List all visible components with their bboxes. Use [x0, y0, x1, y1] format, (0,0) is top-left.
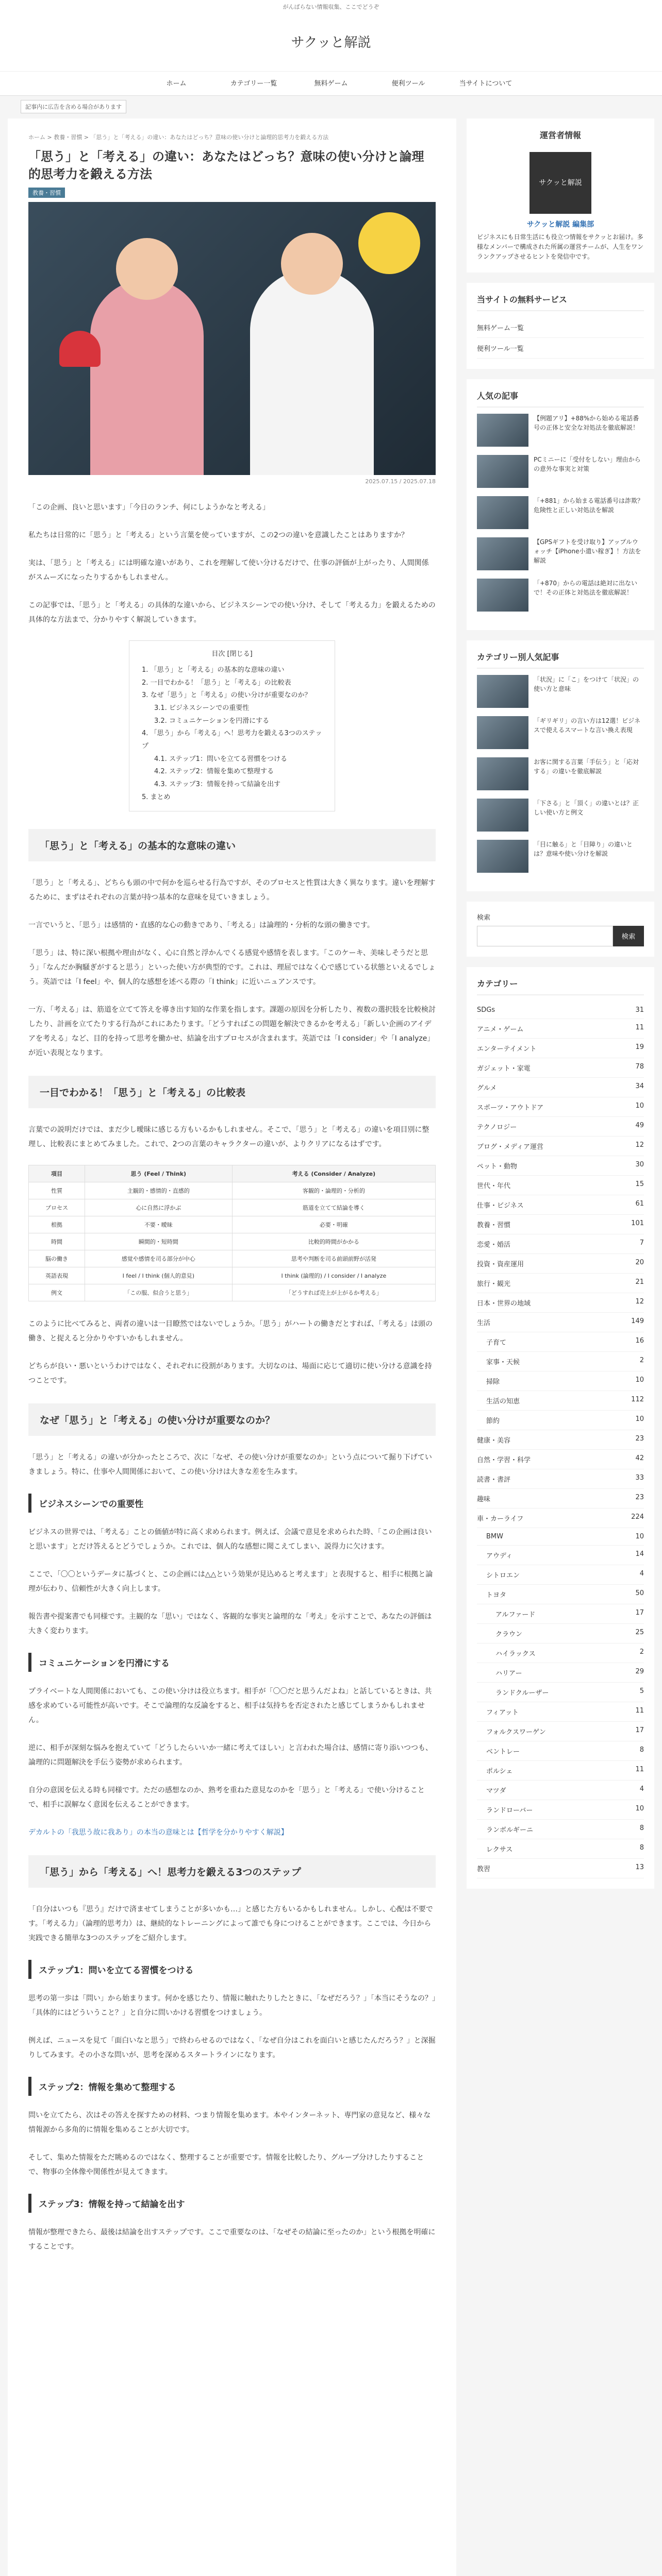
- paragraph: 「この企画、良いと思います」「今日のランチ、何にしようかなと考える」: [28, 503, 270, 512]
- comparison-table: [28, 1165, 436, 1301]
- profile-desc: ビジネスにも日常生活にも役立つ情報をサクッとお届け。多様なメンバーで構成された所属の運営チームが、人生をワンランクアップさせるヒントを発信中です。: [477, 233, 644, 261]
- paragraph: ここで、「〇〇というデータに基づくと、この企画には△△という効果が見込めると考えます」と表現すると、相手に根拠と論理が伝わり、信頼性が大きく向上します。: [28, 1570, 433, 1594]
- category-item[interactable]: 投資・資産運用 20: [477, 1254, 644, 1274]
- table-row: 英語表現 I feel / I think (個人的意見) I think (論理的) / I consider / I analyze: [29, 1267, 436, 1284]
- category-item[interactable]: フォルクスワーゲン 17: [477, 1722, 644, 1741]
- paragraph: 例えば、ニュースを見て「面白いなと思う」で終わらせるのではなく、「なぜ自分はこれを面白いと感じたんだろう？」と深掘りしてみます。その小さな問いが、思考を深めるスタートラインになります。: [28, 2037, 436, 2060]
- category-item[interactable]: 仕事・ビジネス 61: [477, 1195, 644, 1215]
- category-item[interactable]: ポルシェ 11: [477, 1761, 644, 1781]
- search-button[interactable]: 検索: [613, 926, 644, 946]
- category-item[interactable]: 旅行・観光 21: [477, 1274, 644, 1293]
- category-item[interactable]: 生活 149: [477, 1313, 644, 1332]
- profile-widget: [467, 118, 654, 273]
- article: [8, 118, 456, 2576]
- ad-notice: 記事内に広告を含める場合があります: [21, 100, 126, 113]
- category-ranking-widget: [467, 640, 654, 891]
- category-item[interactable]: SDGs 31: [477, 1002, 644, 1019]
- toc-item[interactable]: 2. 一目でわかる！「思う」と「考える」の比較表: [142, 679, 291, 687]
- paragraph: このように比べてみると、両者の違いは一目瞭然ではないでしょうか。「思う」がハートの働きだとすれば、「考える」は頭の働き、と捉えると分かりやすいかもしれません。: [28, 1320, 433, 1343]
- table-row: プロセス 心に自然に浮かぶ 筋道を立てて結論を導く: [29, 1199, 436, 1216]
- category-item[interactable]: 読書・書評 33: [477, 1469, 644, 1489]
- category-item[interactable]: 生活の知恵 112: [477, 1391, 644, 1411]
- category-item[interactable]: ランドクルーザー 5: [477, 1683, 644, 1702]
- category-item[interactable]: アニメ・ゲーム 11: [477, 1019, 644, 1039]
- service-link-tools[interactable]: 便利ツール一覧: [477, 338, 644, 359]
- search-widget: [467, 902, 654, 957]
- categories-widget: [467, 967, 654, 1889]
- category-item[interactable]: 節約 10: [477, 1411, 644, 1430]
- category-item[interactable]: スポーツ・アウトドア 10: [477, 1097, 644, 1117]
- category-item[interactable]: アウディ 14: [477, 1546, 644, 1565]
- paragraph: 一言でいうと、「思う」は感情的・直感的な心の動きであり、「考える」は論理的・分析的な頭の働きです。: [28, 921, 374, 930]
- paragraph: 私たちは日常的に「思う」と「考える」という言葉を使っていますが、この2つの違いを意識したことはありますか？: [28, 531, 408, 540]
- category-item[interactable]: クラウン 25: [477, 1624, 644, 1643]
- toc-item[interactable]: 3.2. コミュニケーションを円滑にする: [154, 717, 270, 725]
- global-nav: [0, 71, 662, 96]
- category-item[interactable]: 恋愛・婚活 7: [477, 1234, 644, 1254]
- profile-name[interactable]: サクッと解説 編集部: [526, 221, 594, 229]
- category-item[interactable]: ガジェット・家電 78: [477, 1058, 644, 1078]
- paragraph: 逆に、相手が深刻な悩みを抱えていて「どうしたらいいか一緒に考えてほしい」と言われた場合は、感情に寄り添いつつも、論理的に問題解決を手伝う姿勢が求められます。: [28, 1744, 433, 1767]
- avatar: サクッと解説: [529, 152, 591, 214]
- services-widget: [467, 283, 654, 369]
- category-item[interactable]: レクサス 8: [477, 1839, 644, 1859]
- paragraph: 「思う」は、特に深い根拠や理由がなく、心に自然と浮かんでくる感覚や感情を表します。「このケーキ、美味しそうだと思う」「なんだか胸騒ぎがすると思う」といった使い方が典型的です。これは、理屈ではなく心で感じている状態といえるでしょう。英語では「I feel」や、個人的な感想を述べる際の「I think」に近いニュアンスです。: [28, 949, 436, 987]
- toc-item[interactable]: 3.1. ビジネスシーンでの重要性: [154, 704, 250, 712]
- paragraph: 「思う」と「考える」、どちらも頭の中で何かを巡らせる行為ですが、そのプロセスと性質は大きく異なります。違いを理解するために、まずはそれぞれの言葉が持つ基本的な意味を見ていきましょう。: [28, 879, 436, 902]
- widget-heading: カテゴリー: [477, 977, 644, 995]
- paragraph: 情報が整理できたら、最後は結論を出すステップです。ここで重要なのは、「なぜその結論に至ったのか」という根拠を明確にすることです。: [28, 2228, 436, 2251]
- subsection-heading: コミュニケーションを円滑にする: [28, 1653, 436, 1672]
- ranking-item[interactable]: 「目に触る」と「目障り」の違いとは？意味や使い分けを解説: [477, 840, 644, 873]
- hero-image: [28, 202, 436, 475]
- toc-item[interactable]: 5. まとめ: [142, 793, 171, 801]
- site-tagline: がんばらない情報収集、ここでどうぞ: [0, 0, 662, 14]
- paragraph: 自分の意図を伝える時も同様です。ただの感想なのか、熟考を重ねた意見なのかを「思う」と「考える」で使い分けることで、相手に誤解なく意図を伝えることができます。: [28, 1786, 425, 1809]
- section-heading: なぜ「思う」と「考える」の使い分けが重要なのか？: [28, 1403, 436, 1436]
- category-badge[interactable]: 教養・習慣: [28, 188, 65, 198]
- widget-heading: 検索: [477, 913, 491, 922]
- category-item[interactable]: ペット・動物 30: [477, 1156, 644, 1176]
- table-header: 考える (Consider / Analyze): [232, 1165, 435, 1182]
- paragraph: そして、集めた情報をただ眺めるのではなく、整理することが重要です。情報を比較したり、グループ分けしたりすることで、物事の全体像や関係性が見えてきます。: [28, 2154, 424, 2177]
- ranking-item[interactable]: 「下さる」と「頂く」の違いとは？正しい使い方と例文: [477, 799, 644, 832]
- category-item[interactable]: ベントレー 8: [477, 1741, 644, 1761]
- category-item[interactable]: BMW 10: [477, 1528, 644, 1546]
- site-title[interactable]: サクッと解説: [0, 14, 662, 71]
- category-item[interactable]: ランドローバー 10: [477, 1800, 644, 1820]
- category-item[interactable]: 教養・習慣 101: [477, 1215, 644, 1234]
- category-item[interactable]: ランボルギーニ 8: [477, 1820, 644, 1839]
- popular-item[interactable]: 【GPSギフトを受け取り】アップルウォッチ【iPhone小遣い稼ぎ】！方法を解説: [477, 537, 644, 570]
- category-item[interactable]: ブログ・メディア運営 12: [477, 1137, 644, 1156]
- category-item[interactable]: フィアット 11: [477, 1702, 644, 1722]
- category-item[interactable]: シトロエン 4: [477, 1565, 644, 1585]
- toc-item[interactable]: 4.3. ステップ3：情報を持って結論を出す: [154, 781, 280, 789]
- toc-item[interactable]: 4.1. ステップ1：問いを立てる習慣をつける: [154, 755, 287, 763]
- category-item[interactable]: エンターテイメント 19: [477, 1039, 644, 1058]
- category-item[interactable]: マツダ 4: [477, 1781, 644, 1800]
- widget-heading: 人気の記事: [477, 389, 644, 408]
- nav-games[interactable]: 無料ゲーム: [314, 80, 348, 88]
- paragraph: 思考の第一歩は「問い」から始まります。何かを感じたり、情報に触れたりしたときに、「なぜだろう？」「本当にそうなの？」「具体的にはどういうこと？」と自分に問いかける習慣をつけましょう。: [28, 1994, 436, 2018]
- paragraph: 「自分はいつも『思う』だけで済ませてしまうことが多いかも…」と感じた方もいるかもしれません。しかし、心配は不要です。「考える力」（論理的思考力）は、継続的なトレーニングによって誰でも身につけることができます。ここでは、今日から実践できる簡単な3つのステップをご紹介します。: [28, 1905, 433, 1943]
- article-title: 「思う」と「考える」の違い：あなたはどっち？意味の使い分けと論理的思考力を鍛える方法: [28, 149, 424, 181]
- section-heading: 「思う」から「考える」へ！思考力を鍛える3つのステップ: [28, 1855, 436, 1888]
- breadcrumb[interactable]: ホーム > 教養・習慣 > 「思う」と「考える」の違い：あなたはどっち？意味の使い分けと論理的思考力を鍛える方法: [28, 134, 329, 141]
- toc-item[interactable]: 4.2. ステップ2：情報を集めて整理する: [154, 768, 274, 776]
- service-link-games[interactable]: 無料ゲーム一覧: [477, 317, 644, 338]
- category-item[interactable]: テクノロジー 49: [477, 1117, 644, 1137]
- table-row: 性質 主観的・感情的・直感的 客観的・論理的・分析的: [29, 1182, 436, 1199]
- category-item[interactable]: 掃除 10: [477, 1371, 644, 1391]
- paragraph: 一方、「考える」は、筋道を立てて答えを導き出す知的な作業を指します。課題の原因を分析したり、複数の選択肢を比較検討したり、計画を立てたりする行為がこれにあたります。「どうすればこの問題を解決できるかを考える」「新しい企画のアイデアを考える」など、目的を持って思考を働かせ、結論を出すプロセスが含まれます。英語では「I consider」や「I analyze」が近い表現となります。: [28, 1006, 436, 1058]
- category-item[interactable]: 世代・年代 15: [477, 1176, 644, 1195]
- popular-item[interactable]: 「+881」から始まる電話番号は詐欺？危険性と正しい対処法を解説: [477, 496, 644, 529]
- subsection-heading: ステップ2：情報を集めて整理する: [28, 2077, 436, 2096]
- widget-heading: 運営者情報: [539, 130, 581, 140]
- paragraph: ビジネスの世界では、「考える」ことの価値が特に高く求められます。例えば、会議で意見を求められた時、「この企画は良いと思います」とだけ答えるとどうでしょうか。これでは、個人的な感想に聞こえてしまい、説得力に欠けます。: [28, 1528, 432, 1551]
- section-heading: 一目でわかる！「思う」と「考える」の比較表: [28, 1076, 436, 1108]
- widget-heading: カテゴリー別人気記事: [477, 651, 644, 669]
- category-item[interactable]: 自然・学習・科学 42: [477, 1450, 644, 1469]
- nav-categories[interactable]: カテゴリー一覧: [230, 80, 277, 88]
- nav-tools[interactable]: 便利ツール: [391, 80, 425, 88]
- category-item[interactable]: 趣味 23: [477, 1489, 644, 1509]
- table-row: 例文 「この服、似合うと思う」 「どうすれば売上が上がるか考える」: [29, 1284, 436, 1301]
- category-item[interactable]: 教習 13: [477, 1859, 644, 1878]
- category-item[interactable]: 健康・美容 23: [477, 1430, 644, 1450]
- popular-item[interactable]: 「+870」からの電話は絶対に出ないで！その正体と対処法を徹底解説！: [477, 579, 644, 612]
- widget-heading: 当サイトの無料サービス: [477, 293, 644, 311]
- popular-widget: [467, 379, 654, 630]
- popular-item[interactable]: 【例題アリ】+88%から始める電話番号の正体と安全な対処法を徹底解説！: [477, 414, 644, 447]
- category-item[interactable]: ハイラックス 2: [477, 1643, 644, 1663]
- category-item[interactable]: 子育て 16: [477, 1332, 644, 1352]
- related-article-link[interactable]: デカルトの「我思う故に我あり」の本当の意味とは【哲学を分かりやすく解説】: [28, 1828, 288, 1837]
- ranking-item[interactable]: 「ギリギリ」の言い方は12選！ビジネスで使えるスマートな言い換え表現: [477, 716, 644, 749]
- ranking-item[interactable]: 「状況」に「こ」をつけて「状況」の使い方と意味: [477, 675, 644, 708]
- category-item[interactable]: 車・カーライフ 224: [477, 1509, 644, 1528]
- table-row: 脳の働き 感覚や感情を司る部分が中心 思考や判断を司る前頭前野が活発: [29, 1250, 436, 1267]
- category-item[interactable]: グルメ 34: [477, 1078, 644, 1097]
- subsection-heading: ステップ3：情報を持って結論を出す: [28, 2194, 436, 2213]
- toc-item[interactable]: 1. 「思う」と「考える」の基本的な意味の違い: [142, 666, 285, 674]
- table-of-contents: [129, 640, 335, 811]
- toc-item[interactable]: 3. なぜ「思う」と「考える」の使い分けが重要なのか？: [142, 691, 311, 700]
- paragraph: どちらが良い・悪いというわけではなく、それぞれに役割があります。大切なのは、場面に応じて適切に使い分ける意識を持つことです。: [28, 1362, 432, 1385]
- post-dates: 2025.07.15 / 2025.07.18: [365, 478, 436, 485]
- category-item[interactable]: トヨタ 50: [477, 1585, 644, 1604]
- paragraph: 言葉での説明だけでは、まだ少し曖昧に感じる方もいるかもしれません。そこで、「思う」と「考える」の違いを項目別に整理し、比較表にまとめてみました。これで、2つの言葉のキャラクターの違いが、よりクリアになるはずです。: [28, 1126, 429, 1149]
- search-input[interactable]: [477, 926, 613, 946]
- paragraph: 「思う」と「考える」の違いが分かったところで、次に「なぜ、その使い分けが重要なのか」という点について掘り下げていきましょう。特に、仕事や人間関係において、この使い分けは大きな差を生みます。: [28, 1453, 432, 1477]
- paragraph: この記事では、「思う」と「考える」の具体的な違いから、ビジネスシーンでの使い分け、そして「考える力」を鍛えるための具体的な方法まで、分かりやすく解説していきます。: [28, 601, 436, 624]
- sidebar: [467, 118, 654, 1899]
- table-row: 根拠 不要・曖昧 必要・明確: [29, 1216, 436, 1233]
- popular-item[interactable]: PCミニーに「受付をしない」理由からの意外な事実と対策: [477, 455, 644, 488]
- subsection-heading: ビジネスシーンでの重要性: [28, 1494, 436, 1513]
- toc-item[interactable]: 4. 「思う」から「考える」へ！思考力を鍛える3つのステップ: [142, 730, 322, 750]
- category-item[interactable]: アルファード 17: [477, 1604, 644, 1624]
- category-item[interactable]: 家事・天候 2: [477, 1352, 644, 1371]
- paragraph: プライベートな人間関係においても、この使い分けは役立ちます。相手が「〇〇だと思うんだよね」と話しているときは、共感を求めている可能性が高いです。そこで論理的な反論をすると、相手は気持ちを否定されたと感じてしまうかもしれません。: [28, 1687, 432, 1725]
- paragraph: 報告書や提案書でも同様です。主観的な「思い」ではなく、客観的な事実と論理的な「考え」を示すことで、あなたの評価は大きく変わります。: [28, 1613, 432, 1636]
- section-heading: 「思う」と「考える」の基本的な意味の違い: [28, 829, 436, 861]
- category-item[interactable]: ハリアー 29: [477, 1663, 644, 1683]
- paragraph: 実は、「思う」と「考える」には明確な違いがあり、これを理解して使い分けるだけで、仕事の評価が上がったり、人間関係がスムーズになったりするかもしれません。: [28, 559, 429, 582]
- subsection-heading: ステップ1：問いを立てる習慣をつける: [28, 1960, 436, 1979]
- paragraph: 問いを立てたら、次はその答えを探すための材料、つまり情報を集めます。本やインターネット、専門家の意見など、様々な情報源から多角的に情報を集めることが大切です。: [28, 2111, 431, 2134]
- table-row: 時間 瞬間的・短時間 比較的時間がかかる: [29, 1233, 436, 1250]
- category-item[interactable]: 日本・世界の地域 12: [477, 1293, 644, 1313]
- nav-home[interactable]: ホーム: [166, 80, 187, 88]
- ranking-item[interactable]: お客に関する言葉「手伝う」と「応対する」の違いを徹底解説: [477, 757, 644, 790]
- table-header: 項目: [29, 1165, 85, 1182]
- nav-about[interactable]: 当サイトについて: [459, 80, 512, 88]
- toc-toggle[interactable]: 目次 [閉じる]: [211, 650, 253, 658]
- table-header: 思う (Feel / Think): [85, 1165, 232, 1182]
